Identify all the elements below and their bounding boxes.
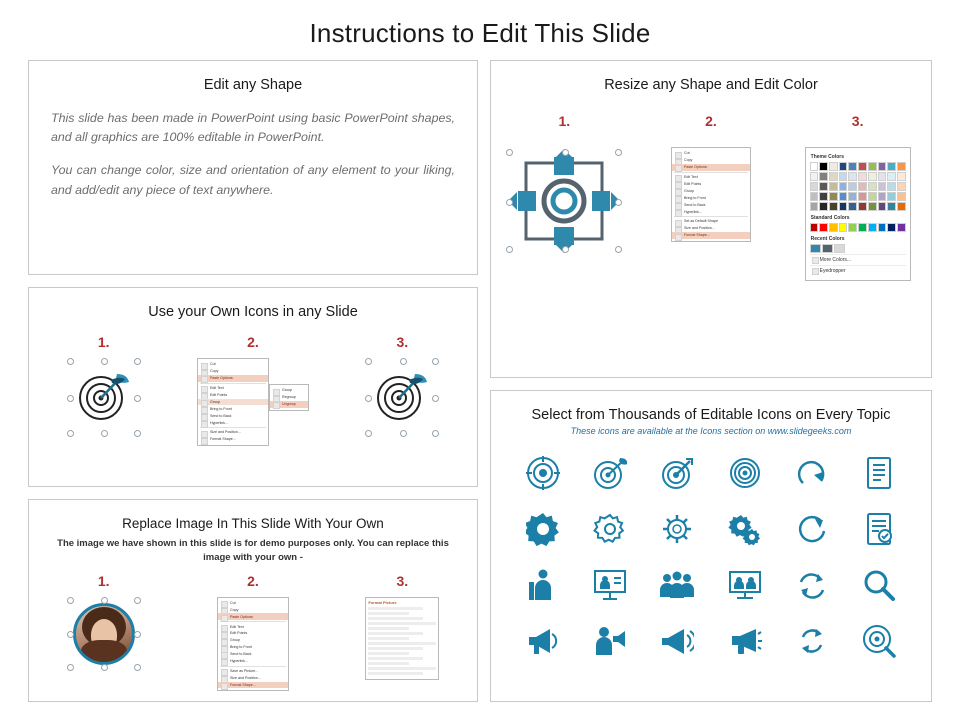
step-number-2: 2. [247,334,259,350]
format-panel-row [368,662,409,665]
resize-handle-nw[interactable] [67,358,74,365]
context-menu-item-copy[interactable]: Copy [198,368,268,375]
people-group-icon [659,570,695,600]
submenu-item-group[interactable]: Group [270,387,308,394]
context-menu-item-group[interactable]: Group [218,637,288,644]
panel-edit-shape-paragraph-2: You can change color, size and orientation of any element to your liking, and add/edit any piece of text anywhere. [51,163,455,197]
context-menu-item-cut[interactable]: Cut [198,361,268,368]
icon-cell[interactable] [644,560,711,610]
bullhorn-icon [728,626,762,656]
context-menu-item-edit-text[interactable]: Edit Text [218,623,288,630]
context-menu-item-cut[interactable]: Cut [672,150,750,157]
panel-edit-shape-title: Edit any Shape [203,77,303,93]
context-menu-item-send-to-back[interactable]: Send to Back [198,412,268,419]
panel-own-icons-shots [29,358,477,446]
step-number-1: 1. [558,113,571,129]
team-board-icon [728,569,762,601]
icon-cell[interactable] [778,504,845,554]
format-panel-row [368,632,422,635]
context-menu-separator-1 [220,621,286,622]
resize-handle-e[interactable] [432,395,439,402]
context-menu-item-send-to-back[interactable]: Send to Back [672,201,750,208]
panel-grid [28,60,932,702]
page-title: Instructions to Edit This Slide [309,18,651,48]
context-menu-item-paste-options[interactable]: Paste Options: [198,375,268,382]
resize-handle-n[interactable] [101,597,108,604]
target-with-leaf-ungrouped-icon [371,364,433,426]
format-panel-row [368,647,422,650]
step-number-3: 3. [396,334,409,350]
selected-target-icon-wrapper [67,358,141,437]
resize-handle-e[interactable] [134,395,141,402]
color-swatch[interactable] [819,172,828,181]
context-menu-item-format-shape[interactable]: Format Shape... [198,436,268,443]
format-panel-row [368,627,409,630]
theme-colors-row-5[interactable] [810,202,906,211]
icon-cell[interactable] [846,504,913,554]
resize-shape-shot-3 [785,147,930,281]
icon-cell[interactable] [711,448,778,498]
resize-shape-shot-1 [492,147,637,255]
resize-handle-s[interactable] [101,430,108,437]
color-swatch[interactable] [829,162,838,171]
color-swatch[interactable] [868,192,877,201]
color-swatch[interactable] [878,202,887,211]
color-swatch[interactable] [868,162,877,171]
color-swatch[interactable] [897,182,906,191]
color-swatch[interactable] [887,172,896,181]
color-swatch[interactable] [810,172,819,181]
icon-cell[interactable] [644,616,711,666]
color-swatch[interactable] [897,223,906,232]
color-swatch[interactable] [819,223,828,232]
context-menu-separator-2 [220,666,286,667]
own-icons-shot-1 [30,358,178,437]
context-menu-item-size-and-position[interactable]: Size and Position... [672,225,750,232]
context-menu-item-hyperlink[interactable]: Hyperlink... [672,208,750,215]
icon-cell[interactable] [846,448,913,498]
avatar-hair-lower [81,640,127,665]
resize-handle-ne[interactable] [432,358,439,365]
icon-cell[interactable] [711,560,778,610]
resize-handle-s[interactable] [101,664,108,671]
format-panel-row [368,657,422,660]
replace-image-shot-2 [179,597,327,692]
avatar [73,603,135,665]
icon-cell[interactable] [576,504,643,554]
theme-colors-row-2[interactable] [810,172,906,181]
person-podium-icon [528,568,558,602]
context-menu-item-paste-options[interactable]: Paste Options: [672,164,750,171]
step-number-3: 3. [396,572,409,589]
group-submenu-screenshot[interactable] [269,384,309,411]
target-search-icon [862,624,896,658]
standard-colors-row[interactable] [810,223,906,232]
magnifier-icon [863,569,895,601]
context-menu-item-format-shape[interactable]: Format Shape... [218,682,288,689]
panel-edit-shape [28,60,478,275]
color-swatch[interactable] [810,202,819,211]
context-menu-item-save-as-picture[interactable]: Save as Picture... [218,668,288,675]
panel-replace-image-shots [29,597,477,692]
format-panel-row [368,667,436,670]
context-menu-item-edit-points[interactable]: Edit Points [198,392,268,399]
color-swatch[interactable] [897,202,906,211]
format-panel-row [368,612,409,615]
panel-icons-library-subtitle: These icons are available at the Icons section on www.slidegeeks.com [570,426,852,436]
panel-own-icons [28,287,478,487]
recycle-arrows-icon [796,625,828,657]
context-menu-item-edit-points[interactable]: Edit Points [672,181,750,188]
format-panel-row [368,637,409,640]
color-swatch[interactable] [858,192,867,201]
context-menu-item-paste-options[interactable]: Paste Options: [218,613,288,620]
refresh-cw-icon [797,457,827,489]
icon-cell[interactable] [509,504,576,554]
panel-icons-library-title: Select from Thousands of Editable Icons on Every Topic [531,407,891,423]
four-arrow-circle-shape-icon [504,147,624,255]
resize-handle-n[interactable] [562,149,569,156]
resize-handle-s[interactable] [400,430,407,437]
resize-handle-nw[interactable] [67,597,74,604]
context-menu-separator-2 [674,216,748,217]
context-menu-item-send-to-back[interactable]: Send to Back [218,651,288,658]
icon-cell[interactable] [509,448,576,498]
color-swatch[interactable] [829,192,838,201]
context-menu-item-edit-text[interactable]: Edit Text [672,174,750,181]
color-swatch[interactable] [829,223,838,232]
theme-colors-row-3[interactable] [810,182,906,191]
format-panel-row [368,672,422,675]
resize-handle-n[interactable] [400,358,407,365]
color-swatch[interactable] [810,182,819,191]
color-swatch[interactable] [810,244,821,253]
standard-colors-label: Standard Colors [810,215,850,221]
color-swatch[interactable] [829,182,838,191]
color-swatch[interactable] [878,223,887,232]
color-swatch[interactable] [819,202,828,211]
context-menu-item-format-shape[interactable]: Format Shape... [672,232,750,239]
color-swatch[interactable] [834,244,845,253]
color-swatch[interactable] [878,182,887,191]
resize-handle-w[interactable] [67,631,74,638]
color-swatch[interactable] [848,192,857,201]
resize-handle-se[interactable] [134,430,141,437]
resize-handle-w[interactable] [67,395,74,402]
color-swatch[interactable] [829,172,838,181]
presentation-person-icon [593,569,627,601]
resize-handle-sw[interactable] [365,430,372,437]
selected-photo-wrapper [67,597,141,671]
replace-image-shot-1 [30,597,178,671]
icon-cell[interactable] [711,616,778,666]
context-menu-item-cut[interactable]: Cut [218,600,288,607]
replace-image-shot-3 [328,597,476,680]
own-icons-shot-3 [328,358,476,437]
context-menu-item-bring-to-front[interactable]: Bring to Front [672,194,750,201]
context-menu-item-edit-points[interactable]: Edit Points [218,630,288,637]
recent-colors-label: Recent Colors [810,236,845,242]
eyedropper-menu-item[interactable]: Eyedropper [810,265,906,276]
icon-cell[interactable] [711,504,778,554]
target-dart-icon [593,456,627,490]
target-with-leaf-icon [73,364,135,426]
submenu-item-ungroup[interactable]: Ungroup [270,401,308,408]
cycle-arrows-icon [796,569,828,601]
loudspeaker-icon [660,626,694,656]
megaphone-icon [526,626,560,656]
context-menu-item-set-as-default-shape[interactable]: Set as Default Shape [672,218,750,225]
context-menu-item-copy[interactable]: Copy [672,157,750,164]
panel-replace-image-title: Replace Image In This Slide With Your Own [122,516,384,531]
icon-cell[interactable] [644,448,711,498]
icon-cell[interactable] [644,504,711,554]
color-swatch[interactable] [819,162,828,171]
color-swatch[interactable] [868,182,877,191]
resize-handle-ne[interactable] [134,597,141,604]
icon-cell[interactable] [778,560,845,610]
gear-solid-icon [526,512,560,546]
context-menu-separator-1 [200,383,266,384]
color-swatch[interactable] [858,223,867,232]
color-swatch[interactable] [858,202,867,211]
submenu-item-regroup[interactable]: Regroup [270,394,308,401]
step-number-2: 2. [705,113,717,129]
icon-cell[interactable] [576,560,643,610]
color-swatch[interactable] [887,202,896,211]
step-number-3: 3. [851,113,864,129]
color-swatch[interactable] [839,223,848,232]
person-speaking-icon [593,625,627,657]
panel-own-icons-steps [29,334,477,350]
recent-colors-row[interactable] [810,244,906,253]
icon-cell[interactable] [576,616,643,666]
step-number-1: 1. [97,572,110,589]
color-swatch[interactable] [839,162,848,171]
document-list-icon [865,456,893,490]
color-swatch[interactable] [858,162,867,171]
color-swatch[interactable] [858,172,867,181]
color-swatch[interactable] [839,192,848,201]
color-swatch[interactable] [839,172,848,181]
right-column [490,60,932,702]
format-picture-panel-screenshot[interactable] [365,597,439,680]
panel-resize-shape [490,60,932,378]
left-column [28,60,478,702]
resize-handle-e[interactable] [134,631,141,638]
target-rings-icon [728,456,762,490]
color-swatch[interactable] [858,182,867,191]
context-menu-item-hyperlink[interactable]: Hyperlink... [198,419,268,426]
context-menu-item-bring-to-front[interactable]: Bring to Front [198,405,268,412]
icon-cell[interactable] [778,616,845,666]
panel-icons-library [490,390,932,702]
resize-handle-s[interactable] [562,246,569,253]
color-swatch[interactable] [810,223,819,232]
target-dart-alt-icon [660,456,694,490]
color-picker-screenshot[interactable] [805,147,911,281]
color-swatch[interactable] [868,202,877,211]
color-swatch[interactable] [878,172,887,181]
icon-cell[interactable] [576,448,643,498]
color-swatch[interactable] [810,162,819,171]
color-swatch[interactable] [897,192,906,201]
panel-replace-image [28,499,478,702]
icon-cell[interactable] [778,448,845,498]
gears-pair-icon [728,512,762,546]
context-menu-item-hyperlink[interactable]: Hyperlink... [218,658,288,665]
resize-handle-w[interactable] [506,199,513,206]
format-panel-row [368,642,436,645]
gear-outline-icon [593,512,627,546]
format-panel-row [368,622,436,625]
icon-grid [491,436,931,676]
theme-colors-row-4[interactable] [810,192,906,201]
color-swatch[interactable] [848,202,857,211]
panel-own-icons-title: Use your Own Icons in any Slide [148,304,358,320]
color-swatch[interactable] [887,162,896,171]
context-menu-item-group[interactable]: Group [672,188,750,195]
target-icon [526,456,560,490]
checklist-document-icon [865,512,893,546]
context-menu-item-group[interactable]: Group [198,399,268,406]
context-menu-item-copy[interactable]: Copy [218,606,288,613]
icon-cell[interactable] [846,560,913,610]
context-menu-screenshot[interactable] [217,597,289,692]
color-swatch[interactable] [819,182,828,191]
gear-thin-icon [660,512,694,546]
color-swatch[interactable] [829,202,838,211]
panel-resize-shape-title: Resize any Shape and Edit Color [604,77,818,93]
own-icons-shot-2 [179,358,327,446]
panel-replace-image-subtitle: The image we have shown in this slide is for demo purposes only. You can replace this image with your own - [57,538,449,563]
format-panel-row [368,652,409,655]
icon-cell[interactable] [846,616,913,666]
color-swatch[interactable] [848,162,857,171]
color-swatch[interactable] [822,244,833,253]
color-swatch[interactable] [868,223,877,232]
panel-resize-shape-shots [491,147,931,281]
color-swatch[interactable] [839,202,848,211]
theme-colors-label: Theme Colors [810,154,844,160]
color-swatch[interactable] [810,192,819,201]
refresh-circular-icon [797,513,827,545]
context-menu-item-size-and-position[interactable]: Size and Position... [218,675,288,682]
color-swatch[interactable] [878,192,887,201]
theme-colors-row-1[interactable] [810,162,906,171]
more-colors-menu-item[interactable]: More Colors... [810,254,906,265]
color-swatch[interactable] [897,172,906,181]
context-menu-separator-2 [200,427,266,428]
panel-replace-image-steps [29,573,477,589]
context-menu-screenshot[interactable] [671,147,751,242]
resize-handle-sw[interactable] [67,430,74,437]
step-number-1: 1. [97,334,110,350]
resize-handle-se[interactable] [432,430,439,437]
format-picture-panel-title: Format Picture [368,599,397,605]
panel-resize-shape-steps [491,113,931,129]
format-panel-row [368,607,422,610]
context-menu-item-edit-text[interactable]: Edit Text [198,385,268,392]
context-menu-item-size-and-position[interactable]: Size and Position... [198,429,268,436]
color-swatch[interactable] [887,182,896,191]
format-panel-row [368,617,422,620]
resize-shape-shot-2 [638,147,783,242]
icon-cell[interactable] [509,616,576,666]
color-swatch[interactable] [839,182,848,191]
context-menu-screenshot[interactable] [197,358,269,446]
resize-handle-sw[interactable] [67,664,74,671]
context-menu-item-bring-to-front[interactable]: Bring to Front [218,644,288,651]
ungrouped-target-icon-wrapper [365,358,439,437]
resize-handle-se[interactable] [134,664,141,671]
color-swatch[interactable] [878,162,887,171]
color-swatch[interactable] [887,192,896,201]
color-swatch[interactable] [848,182,857,191]
context-menu-separator-1 [674,172,748,173]
color-swatch[interactable] [819,192,828,201]
color-swatch[interactable] [848,172,857,181]
color-swatch[interactable] [897,162,906,171]
color-swatch[interactable] [868,172,877,181]
color-swatch[interactable] [887,223,896,232]
panel-edit-shape-paragraph-1: This slide has been made in PowerPoint using basic PowerPoint shapes, and all graphics are 100% editable in PowerPoint. [51,111,455,145]
icon-cell[interactable] [509,560,576,610]
step-number-2: 2. [247,572,259,589]
selected-shape-canvas [504,147,624,255]
resize-handle-ne[interactable] [134,358,141,365]
color-swatch[interactable] [848,223,857,232]
resize-handle-e[interactable] [615,199,622,206]
